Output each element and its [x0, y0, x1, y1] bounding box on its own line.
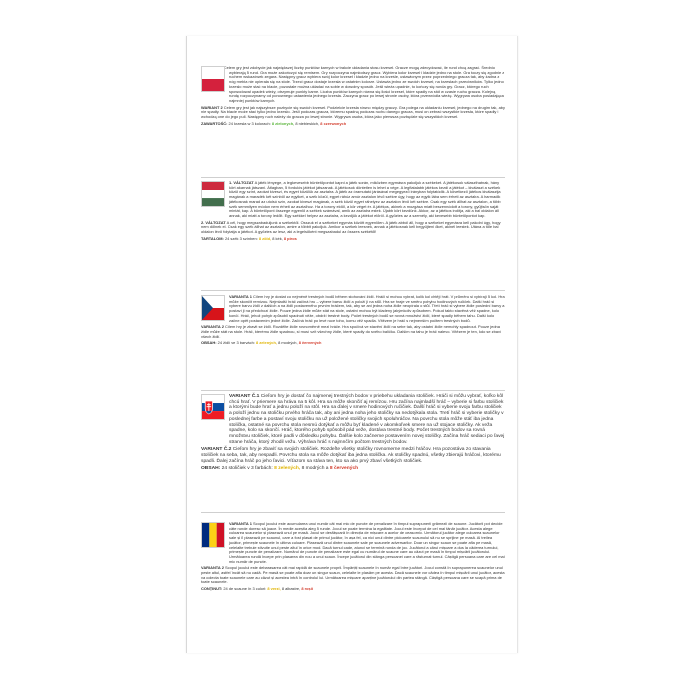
- slovakia-flag-icon: [201, 394, 225, 420]
- section-divider: [201, 390, 505, 391]
- variant-1-text: Cílem hry je dostat co nejméně trestných bodů během stohování židlí. Hráči si mohou vybrat, kolik kol chtějí hrát. V průměru si vybírají 5 kol. Hra může skončit remízou. Nejmladší hráč začíná hru – vybere barvu židlí a položí ji na stůl. Hra se hraje ve směru pohybu hodinových ručiček. Další hráč si vybere barvu židlí z dalších a na židli postaveného prvním hráčem, tak, aby se ani jedna noha židle neopírala o stůl. Třetí hráč si vybere židle poslední barvy a postaví ji na předchozí židle. Pouze jedna židle může stát na stole, ostatní mohou být kladeny jakýmkoliv způsobem. Pokud takto stavěná věž spadne, kolo končí. Hráč, jehož pohyb způsobil spadnutí věže, obdrží trestné body. Počet trestných bodů se rovná množství židlí, které spadly během tahu. Další kolo začne opět postavením jedné židle. Začíná hráč po levé ruce toho, komu věž spadla. Vítězem je hráč s nejmenším počtem trestných bodů.: [229, 294, 505, 323]
- contents-green: 8 zöld,: [258, 235, 272, 241]
- contents-text: 24 stoličiek v 3 farbách:: [221, 466, 273, 472]
- variant-2-title: VARIANTA 2: [201, 565, 224, 571]
- variant-1-paragraph: [201, 181, 505, 219]
- contents-red: 8 červených: [298, 340, 322, 346]
- contents-blue: 8 modrých,: [278, 340, 298, 346]
- contents-red: 8 roșii: [301, 586, 313, 592]
- contents-green: 8 zielonych,: [271, 120, 295, 126]
- variant-2-text: Cieľom hry je zbaviť sa svojich stoličiek. Rozdeľte všetky stoličky rovnomerne medzi hráčov. Hra pozostáva zo stavania stoličiek na seba, tak, aby nespadli. Povrchu stola sa môže dotýkať iba jedna stolička. Ak stoličky spadnú, všetky zbierajú hráčovi, ktorému spadli. Ďalej začína hráč po jeho ľavici. Víťazom sa stáva ten, kto sa ako prvý zbaví všetkých stoličiek.: [201, 447, 501, 464]
- section-czech: [201, 295, 505, 348]
- variant-1-paragraph: [201, 522, 505, 564]
- section-polish: [201, 66, 505, 128]
- section-hungarian: [201, 181, 505, 243]
- contents-label: OBSAH:: [201, 466, 221, 472]
- contents-label: CONȚINUT:: [201, 586, 223, 592]
- variant-2-text: Cílem hry je zbavit se židlí. Rozdělte židle rovnoměrně mezi hráče. Hra spočívá ve stavění židlí na sebe tak, aby ostatní židle nemohly spadnout. Pouze jedna židle může stát na stole. Hráč, kterému židle spadnou, si musí vzít všechny židle, které spadly do svého balíčku. Dalším na tahu je hráč nalevo. Vítězem je ten, kdo se zbaví všech židlí.: [201, 324, 502, 339]
- contents-blue: 8 modrých a: [301, 466, 329, 472]
- variant-2-title: VARIANT Č.2: [201, 447, 232, 453]
- section-divider: [201, 290, 505, 291]
- variant-2-title: 2. VÁLTOZAT: [201, 219, 226, 225]
- section-slovak: [201, 394, 505, 474]
- variant-2-paragraph: [201, 221, 505, 235]
- variant-2-paragraph: [201, 566, 505, 585]
- variant-1-title: VARIANTA 1: [229, 294, 252, 299]
- contents-blue: 8 niebieskich,: [295, 120, 320, 126]
- contents-blue: 8 albastre,: [281, 586, 301, 592]
- section-divider: [201, 512, 505, 513]
- contents-line: [201, 122, 505, 127]
- contents-green: 8 zelených,: [255, 340, 277, 346]
- variant-1-text: A játék lényege, a legkevesebb büntetőpontot kapni a játék során, miközben egymásra pakoljuk a székeket. A játékosok választhatnak, hány kört akarnak játszani. Átlagban, 5 fordulós játékot játszanak. A játékosok döntetlen is lehet a vége. A legfiatalabb játékos kezdi a játékot – kiválaszt a székek közül egy színt, azokat kiveszi, és egyet közülük az asztalra. A játék az óramutató járásával megegyező irányban folytatódik. A következő játékos kiválasztja magának a maradék két színből az egyiket, a szék közül, egyet ráhúz amúr asztalon lévő székre úgy, hogy az egyik lába sem érheti az asztalra. A harmadik játékosnak marad az utolsó szín, azokat kiveszi magának, a szék közül egyet ráhelyez az asztalon lévő két székre. Csak egy szék állhat az asztalon, a több szék semmilyen módon nem érheti az asztalhoz. Ha a torony eldől, a kör véget ér. A játékos, akinek a mozgása miatt beszennódott a torony, gyűjtsön saját mintát, kap. A büntetőpont összege egyenlő a székek számával, amik az asztalra estek. Újabb kört kezdünk. Akkor, az a játékos indítja, aki a bal oldalon áll annak, aki miatt a torony ledőlt. Egy székkel helyez az asztalra, a kezdjük a játékot előröl. A győztes az a személy, aki kevesebb büntetőpontot kap.: [229, 180, 501, 218]
- variant-1-text: Scopul jocului este acumularea unui număr cât mai mic de puncte de penalizare în timpul suprapunerii grămezii de scaune. Jucătorii pot decide câte runde doresc să joace. În medie aceștia aleg 5 runde. Jocul se poate termina la egalitate. Jocul este început de cel mai tânăr jucător. Acesta alege culoarea scaunelor și plasează unul pe masă. Jocul se desfășoară în direcția de mișcare a acelor de ceasornic. Următorul jucător alege culoarea scaunelor sale și îl plasează pe scaunul, care a fost plasat de primul jucător, în așa fel, ca nici unul dintre picioarele scaunului să nu se sprijine pe masă. Al treilea jucător, primește scaunele în ultima culoare. Plasează unul dintre scaunele sale pe scaunele adversarilor. Doar un singur scaun se poate afla pe masă, celelalte trebuie stivuite unul peste altul în orice mod. Dacă turnul cade, atunci se termină runda de joc. Jucătorul a cărui mișcare a dus la căderea turnului, primește puncte de penalizare. Numărul de puncte de penalizare este egal cu numărul de scaune care au căzut pe masă în timpul mișcării jucătorului. Următoarea rundă începe prin plasarea din nou a unui scaun. Începe jucătorul din stânga persoanei care a răsturnat turnul. Câștigă persoana care are cel mai mic număr de puncte.: [229, 521, 505, 564]
- variant-2-text: Celem gry jest jak najszybsze pozbycie się swoich krzeseł. Podzielcie krzesła równo między graczy. Gra polega na układaniu krzeseł, jednego na drugim tak, aby nie spadły. Na blacie może stać tylko jedno krzesło. Jeśli podczas gracza, któremu spadną podczas ruchu danego gracza, musi on zebrać wszystkie krzesła, które spadły i wchodzą one do jego puli. Następny ruch należy do gracza po lewej stronie. Wygrywa osoba, która jako pierwsza pozbędzie się wszystkich krzeseł.: [201, 104, 505, 120]
- variant-1-text: Cieľom hry je dostať čo najmenej trestných bodov v priebehu ukladania stoličiek. Hráči si môžu vybrať, koľko kôl chcú hrať. V priemere sa hráva na 5 kôl. Hra sa môže skončiť aj remízou. Hru začína najmladší hráč – vyberie si farbu stoličiek a ktorými bude hrať a jednu položí na stôl. Hra sa ďalej v smere hodinových ručičiek. Ďalší hráč si vyberie svoju farbu stoličiek a položí jednu na stoličku prvého hráča tak, aby ani jedna noha jeho stoličky sa nedotýkala stola. Tretí hráč si vyberie stoličky v poslednej farbe a postaví svoju stoličku na už položené stoličky svojich spoluhráčov. Na povrchu stola môže stáť iba jedna stolička, ostatné sa povrchu stola nesmú dotýkať a môžu byť kladené v akomkoľvek smere na už stojace stoličky. Ak veža spadne, kolo sa skončí. Hráč, ktorého pohyb spôsobil pád veže, dostáva trestné body. Počet trestných bodov sa rovná množstvu stoličiek, ktoré padli v dôsledku pohybu. Ďalšie kolo začneme postavením novej stoličky. Začína hráč sediaci po ľavej strane hráča, ktorý zhodil vežu. Výhráva hráč s najmnčím počtom trestných bodov.: [229, 394, 505, 445]
- variant-2-paragraph: [201, 106, 505, 120]
- hungary-flag-icon: [201, 181, 225, 207]
- contents-line: [201, 237, 505, 242]
- contents-label: OBSAH:: [201, 340, 217, 346]
- contents-line: [201, 587, 505, 592]
- variant-1-paragraph: [201, 295, 505, 323]
- contents-blue: 8 kék,: [272, 235, 283, 241]
- variant-2-paragraph: [201, 447, 505, 464]
- variant-2-title: VARIANTA 2: [201, 324, 224, 330]
- contents-text: 24 szék 3 színben:: [224, 235, 258, 241]
- variant-2-title: WARIANT 2: [201, 104, 223, 110]
- contents-green: 8 zelených,: [274, 466, 301, 472]
- contents-text: 24 de scaune în 3 culori:: [223, 586, 267, 592]
- variant-2-paragraph: [201, 325, 505, 339]
- contents-line: [201, 341, 505, 346]
- contents-line: [201, 466, 505, 472]
- contents-label: ZAWARTOŚĆ:: [201, 120, 228, 126]
- variant-1-text: Celem gry jest zdobycie jak największej liczby punktów karnych w trakcie układania stosu krzeseł. Gracze mogą zdecydować, ile rund chcą zagrać. Średnio wybierają 5 rund. Gra może zakończyć się remisem. Gry rozpoczyna najmłodszy gracz. Wybiera kolor krzeseł i kładzie jedno na stole. Gra toczy się zgodnie z ruchem wskazówek zegara. Następny gracz wybiera swój kolor krzeseł i kładzie jedno na krześle, ustawionym przez poprzedniego gracza tak, aby żadna z nóg mebla nie opierała się na stole. Trzeci gracz dostaje krzesła w ostatnim kolorze. Ustawia jedno ze swoich krzeseł, na krzesłach przeciwników. Tylko jedno krzesło może stać na blacie, pozostałe można układać na sobie w dowolny sposób. Jeśli wieża upadnie, to kończy się runda gry. Gracz, którego ruch spowodował upadek wieży, otrzymuje punkty karne. Liczba punktów karnych równa się ilości krzeseł, które spadły na stół w czasie ruchu gracza. Kolejną rundę rozpoczynamy od ponownego ustawienia jednego krzesła. Zaczyna gracz po lewej stronie osoby, która przewróciła wieżę. Wygrywa osoba posiadająca najmniej punktów karnych.: [223, 65, 505, 103]
- variant-1-title: 1. VÁLTOZAT: [229, 180, 254, 185]
- contents-text: 24 židlí ve 3 barvách:: [217, 340, 255, 346]
- instruction-page: [186, 36, 518, 653]
- variant-2-text: Scopul jocului este debarasarea cât mai rapidă de scaunele proprii. Împărțiți scaunele în număr egal între jucători. Jocul constă în suprapunerea scaunelor unul peste altul, astfel încât să nu cadă. Pe masă se poate afla doar un singur scaun, celelalte le plasăm pe acesta. Dacă scaunele vor cădea în timpul mișcării unui jucător, acesta va colecta toate scaunele care au căzut și acestea intră în controlul lui. Următoarea mișcare aparține jucătorului din partea stângă. Câștigă persoana care se scapă prima de toate scaunele.: [201, 565, 505, 585]
- poland-flag-icon: [201, 66, 225, 92]
- contents-red: 8 piros: [283, 235, 297, 241]
- romania-flag-icon: [201, 522, 225, 548]
- contents-red: 8 červených: [329, 466, 359, 472]
- contents-red: 8 czerwonych: [320, 120, 347, 126]
- contents-text: 24 krzesła w 3 kolorach:: [228, 120, 271, 126]
- variant-2-text: A cél, hogy megszabaduljunk a székektől. Osszuk el a székeket egymás között egyenlően. A játék abból áll, hogy a székeket egymásra kell pakolni úgy, hogy nem dőlnek el. Csak egy szék állhat az asztalon, amire a többit pakoljuk. Amikor a székek leesnek, annak a játékosnak kell begyűjteni őket, akinél leestek. Utána a tőle bal oldalon lévő folytatja a játékot. A győztes az lesz, aki a legelsőként megszabadul az összes székétől!: [201, 219, 501, 235]
- variant-1-title: VARIANT Č.1: [229, 394, 260, 399]
- variant-1-paragraph: [201, 394, 505, 445]
- contents-label: TARTALOM:: [201, 235, 224, 241]
- contents-green: 8 verzi,: [267, 586, 281, 592]
- czech-flag-icon: [201, 295, 225, 321]
- variant-1-title: VARIANTA 1: [229, 521, 252, 526]
- section-romanian: [201, 522, 505, 594]
- variant-1-paragraph: [201, 66, 505, 104]
- section-divider: [201, 177, 505, 178]
